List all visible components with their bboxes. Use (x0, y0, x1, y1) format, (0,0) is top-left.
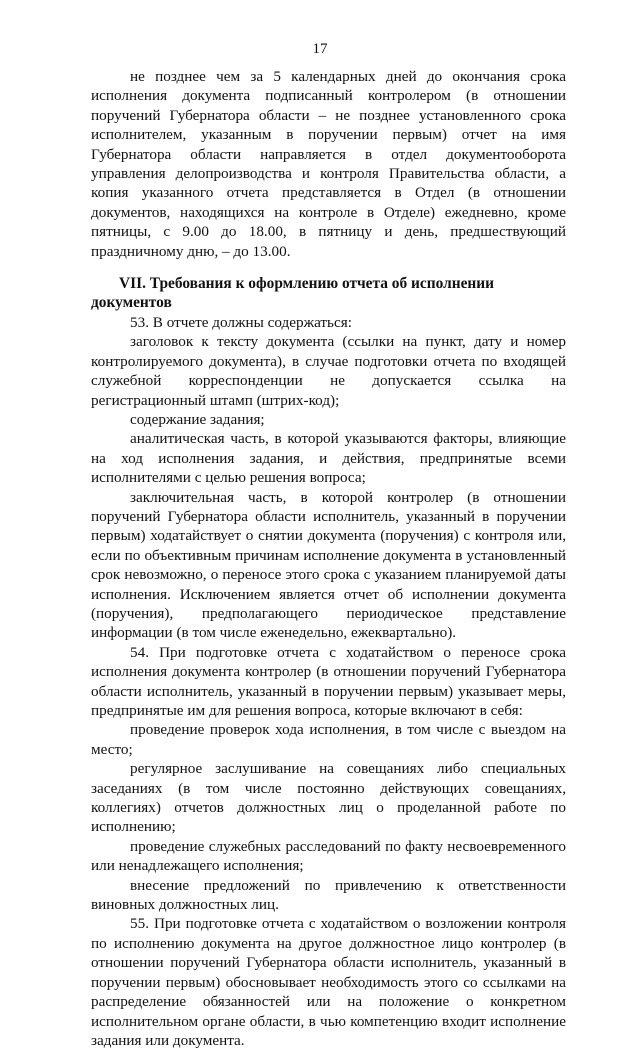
section-heading: VII. Требования к оформлению отчета об исполнении документов (91, 275, 495, 312)
paragraph: 55. При подготовке отчета с ходатайством о возложении контроля по исполнению документа на другое должностное лицо контролер (в отношении поручений Губернатора области исполнитель, указанный в поручении первым) обосновывает необходимость этого со ссылками на распределение обязанностей или на положение о конкретном исполнительном органе области, в чью компетенцию входит исполнение задания или документа. (91, 915, 566, 1049)
page-number: 17 (312, 41, 328, 57)
document-body (91, 67, 566, 1050)
paragraph: заголовок к тексту документа (ссылки на пункт, дату и номер контролируемого документа), в случае подготовки отчета по входящей служебной корреспонденции не допускается ссылка на регистрационный штамп (штрих-код); (91, 333, 566, 409)
paragraph: проведение служебных расследований по факту несвоевременного или ненадлежащего исполнения; (91, 837, 566, 875)
paragraph: 54. При подготовке отчета с ходатайством о переносе срока исполнения документа контролер (в отношении поручений Губернатора области исполнитель, указанный в поручении первым) указывает меры, предпринятые им для решения вопроса, которые включают в себя: (91, 643, 566, 719)
paragraph-continuation: не позднее чем за 5 календарных дней до окончания срока исполнения документа подписанный контролером (в отношении поручений Губернатора области – не позднее установленного срока исполнителем, указанным в поручении первым) отчет на имя Губернатора области направляется в отдел документооборота управления делопроизводства и контроля Правительства области, а копия указанного отчета представляется в Отдел (в отношении документов, находящихся на контроле в Отделе) ежедневно, кроме пятницы, с 9.00 до 18.00, в пятницу и день, предшествующий праздничному дню, – до 13.00. (91, 68, 566, 260)
paragraph: внесение предложений по привлечению к ответственности виновных должностных лиц. (91, 876, 566, 914)
paragraph: содержание задания; (130, 410, 265, 428)
paragraph: 53. В отчете должны содержаться: (130, 313, 352, 331)
paragraph: аналитическая часть, в которой указываются факторы, влияющие на ход исполнения задания, и действия, предпринятые всеми исполнителями с целью решения вопроса; (91, 430, 566, 487)
paragraph: заключительная часть, в которой контролер (в отношении поручений Губернатора области исполнитель, указанный в поручении первым) ходатайствует о снятии документа (поручения) с контроля или, если по объективным причинам исполнение документа в установленный срок невозможно, о переносе этого срока с указанием планируемой даты исполнения. Исключением является отчет об исполнении документа (поручения), предполагающего периодическое представление информации (в том числе еженедельно, ежеквартально). (91, 488, 566, 642)
paragraph: регулярное заслушивание на совещаниях либо специальных заседаниях (в том числе постоянно действующих совещаниях, коллегиях) отчетов должностных лиц о проделанной работе по исполнению; (91, 760, 566, 836)
paragraph: проведение проверок хода исполнения, в том числе с выездом на место; (91, 721, 566, 758)
